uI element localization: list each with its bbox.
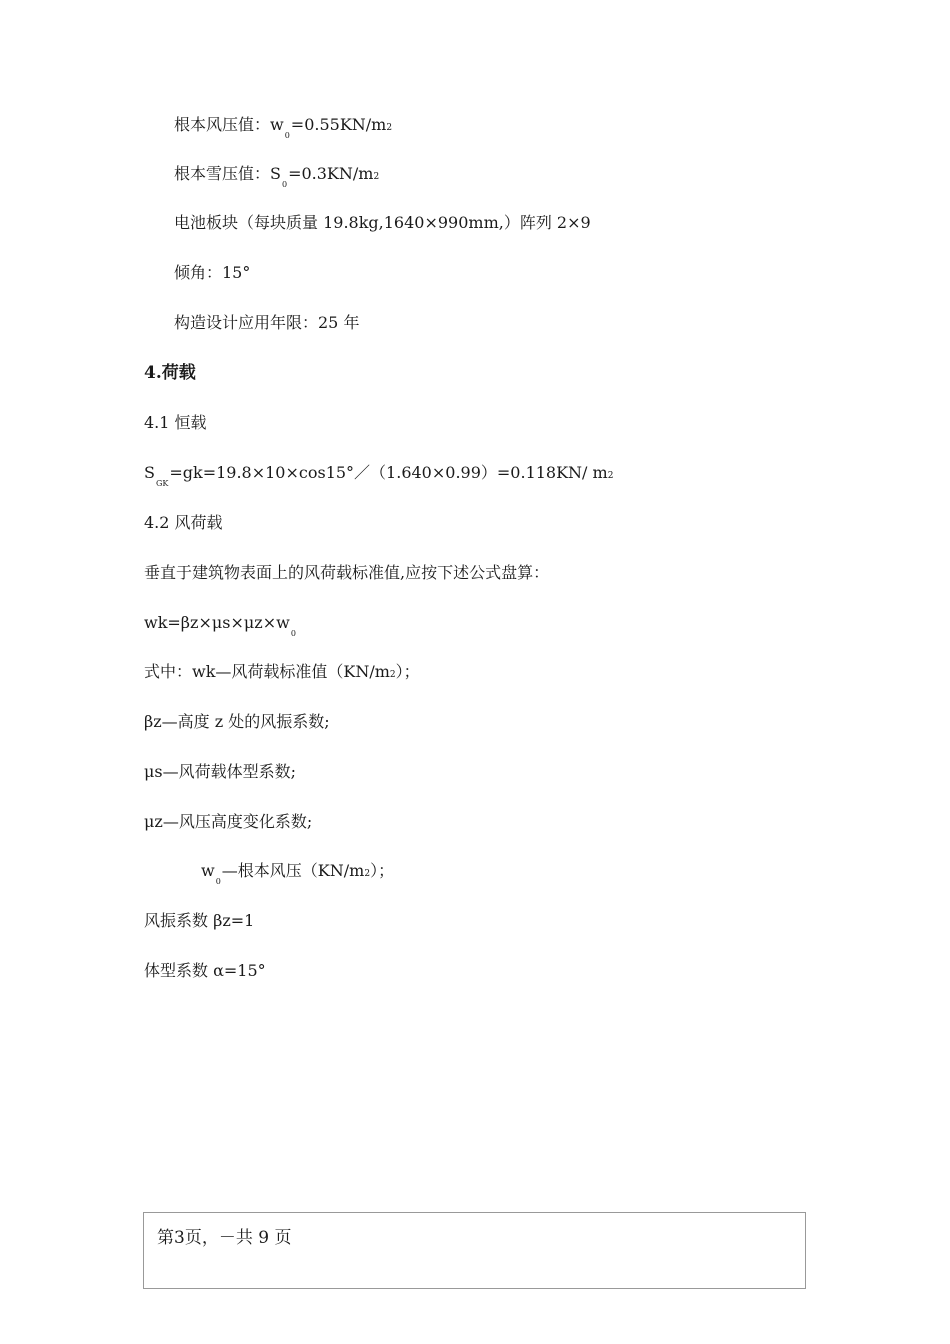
snow-pressure-line: 根本雪压值：$S_0=0.3KN/m2$ <box>174 164 380 189</box>
section-heading-4: 4.荷载 <box>144 363 196 383</box>
tilt-line: 倾角：15° <box>174 263 251 282</box>
def-bz-line: βz—高度 z 处的风振系数; <box>144 712 330 731</box>
def-w0-line: $w_0—$根本风压（KN/m2）； <box>201 861 395 886</box>
formula-line: $wk=\beta z\times\mu s\times\mu z\times w_0$ <box>144 613 296 638</box>
def-uz-line: μz—风压高度变化系数; <box>144 812 313 831</box>
shape-coefficient-line: 体型系数 α=15° <box>144 961 266 980</box>
def-us-line: μs—风荷载体型系数; <box>144 762 297 781</box>
page-footer <box>143 1212 806 1289</box>
def-wk-line: 式中：wk—风荷载标准值（KN/m2）； <box>144 662 420 681</box>
section-heading-4-2: 4.2 风荷载 <box>144 513 223 532</box>
wind-vibration-line: 风振系数 βz=1 <box>144 911 255 930</box>
dead-load-line: $S_{GK}=gk=19.8\times 10\times\cos 15^\circ/(1.640\times 0.99)=0.118KN/$ m2 <box>144 463 614 488</box>
design-life-line: 构造设计应用年限：25 年 <box>174 313 360 332</box>
page-number: 第3页，－共 9 页 <box>157 1228 292 1248</box>
wind-pressure-line: 根本风压值：$w_0=0.55KN/m2$ <box>174 115 393 140</box>
section-heading-4-1: 4.1 恒载 <box>144 413 207 432</box>
wind-intro-line: 垂直于建筑物表面上的风荷载标准值,应按下述公式盘算： <box>144 563 550 582</box>
panel-line: 电池板块（每块质量 19.8kg,1640×990mm,）阵列 2×9 <box>174 213 591 232</box>
